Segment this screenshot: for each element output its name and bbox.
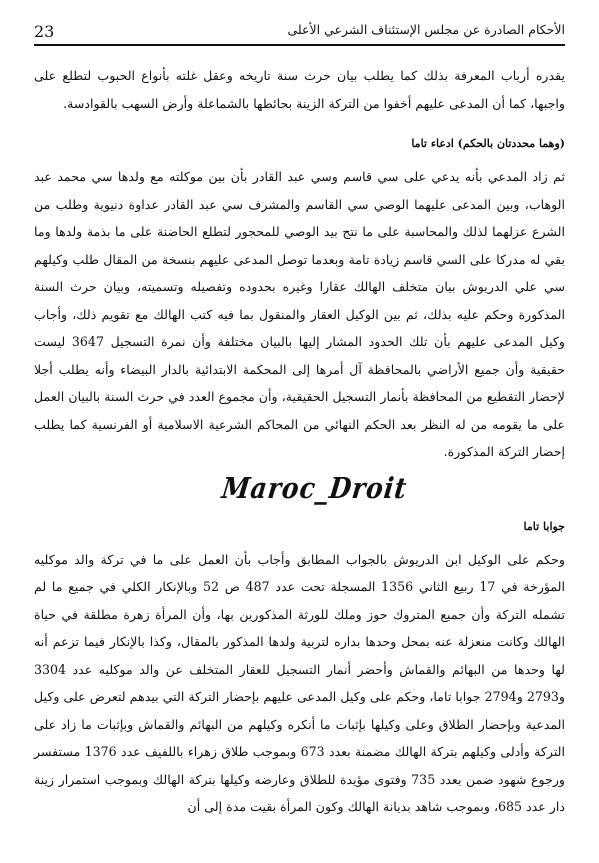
watermark-text: Maroc_Droit <box>220 471 410 505</box>
paragraph-answer: وحكم على الوكيل ابن الدريوش بالجواب المطابق وأجاب بأن العمل على ما في تركة والد موكليه المؤرخة في 17 ربيع الثاني 1356 المسجلة تحت عدد 487 ص 52 وبالإنكار الكلي في جميع ما لم تشمله التركة وأن جميع المتروك حوز وملك للورثة المذكورين بها، وأن المرأة زهرة مطلقة في حياة الهالك وكانت منعزلة عنه بمحل وحدها بداره لتربية ولدها المذكور بالمقال، وكذا بالإنكار فيما تزعم أنه لها وحدها من البهائم والقماش وأحضر أنمار التسجيل للعقار المتخلف عن والد موكليه عدد 3304 و2793 و2794 جوابا تاما، وحكم على وكيل المدعى عليهم بإحضار التركة التي بيدهم لتعرض على وكيل المدعية وبإحضار الطلاق وعلى وكيلها بإثبات ما أنكره وكيلهم من البهائم والقماش وبإثبات ما زاد على التركة وأدلى وكيلهم بتركة الهالك مضمنة بعدد 673 وبموجب طلاق زهراء باللفيف عدد 1376 مستفسر ورجوع شهود ضمن بعدد 735 وفتوى مؤيدة للطلاق وعارضه وكيلها بتركة الهالك وبموجب استمرار زينة دار عدد 685، وبموجب شاهد بديانة الهالك وكون المرأة بقيت مدة إلى أن <box>34 551 566 814</box>
page-number: 23 <box>34 22 55 41</box>
paragraph-claim: ثم زاد المدعي بأنه يدعي على سي قاسم وسي عبد القادر بأن بين موكلته مع ولدها سي محمد عبد الوهاب، وبين المدعى عليهما الوصي سي القاسم والمشرف سي عبد القادر عداوة دنيوية وطلب من الشرع عزلهما لذلك والمحاسبة على ما نتج بيد الوصي للمحجور لتطلع الحاضنة على ما بذمة ولدها وما بقي له مدركا على السي قاسم زيادة تامة وبعدما توصل المدعى عليهم بنسخة من المقال طلب وكيلهم سي علي الدريوش بيان متخلف الهالك عقارا وغيره بحدوده وتفصيله وتسميته، وبيان حرث السنة المذكورة وحكم عليه بذلك، ثم بين الوكيل العقار والمنقول بما فيه كتب الهالك مع تقويم ذلك، وأجاب وكيل المدعى عليهم بأن تلك الحدود المشار إليها بالبيان مختلفة وأن نمرة التسجيل 3647 ليست حقيقية وأن جميع الأراضي بالمحافظة آل أمرها إلى المحكمة الابتدائية بالدار البيضاء وأنه يطلب أجلا لإحضار التقطيع من المحافظة بأنمار التسجيل الحقيقية، وأن مجموع العدد في حرث السنة بالبيان العمل على ما يقومه من له النظر بعد الحكم النهائي من المحاكم الشرعية الاسلامية أو الفرنسية كما يطلب إحضار التركة المذكورة. <box>34 169 565 459</box>
running-title: الأحكام الصادرة عن مجلس الإستئناف الشرعي الأعلى <box>287 22 565 37</box>
header-divider <box>34 44 565 46</box>
page-header <box>34 18 565 46</box>
paragraph-intro: يقدره أرباب المعرفة بذلك كما يطلب بيان حرث سنة تاريخه وعقل غلته بأنواع الحبوب لتطلع على واجبها، كما أن المدعى عليهم أخفوا من التركة الزينة بحائطها بالشماعلة وأرض السهب بالقوادسة. <box>34 68 565 111</box>
section-heading-answer: جوابا تاما <box>523 519 565 533</box>
document-body <box>34 62 565 821</box>
section-heading-claim: (وهما محددتان بالحكم) ادعاء تاما <box>411 137 565 150</box>
watermark-logo <box>34 466 565 512</box>
